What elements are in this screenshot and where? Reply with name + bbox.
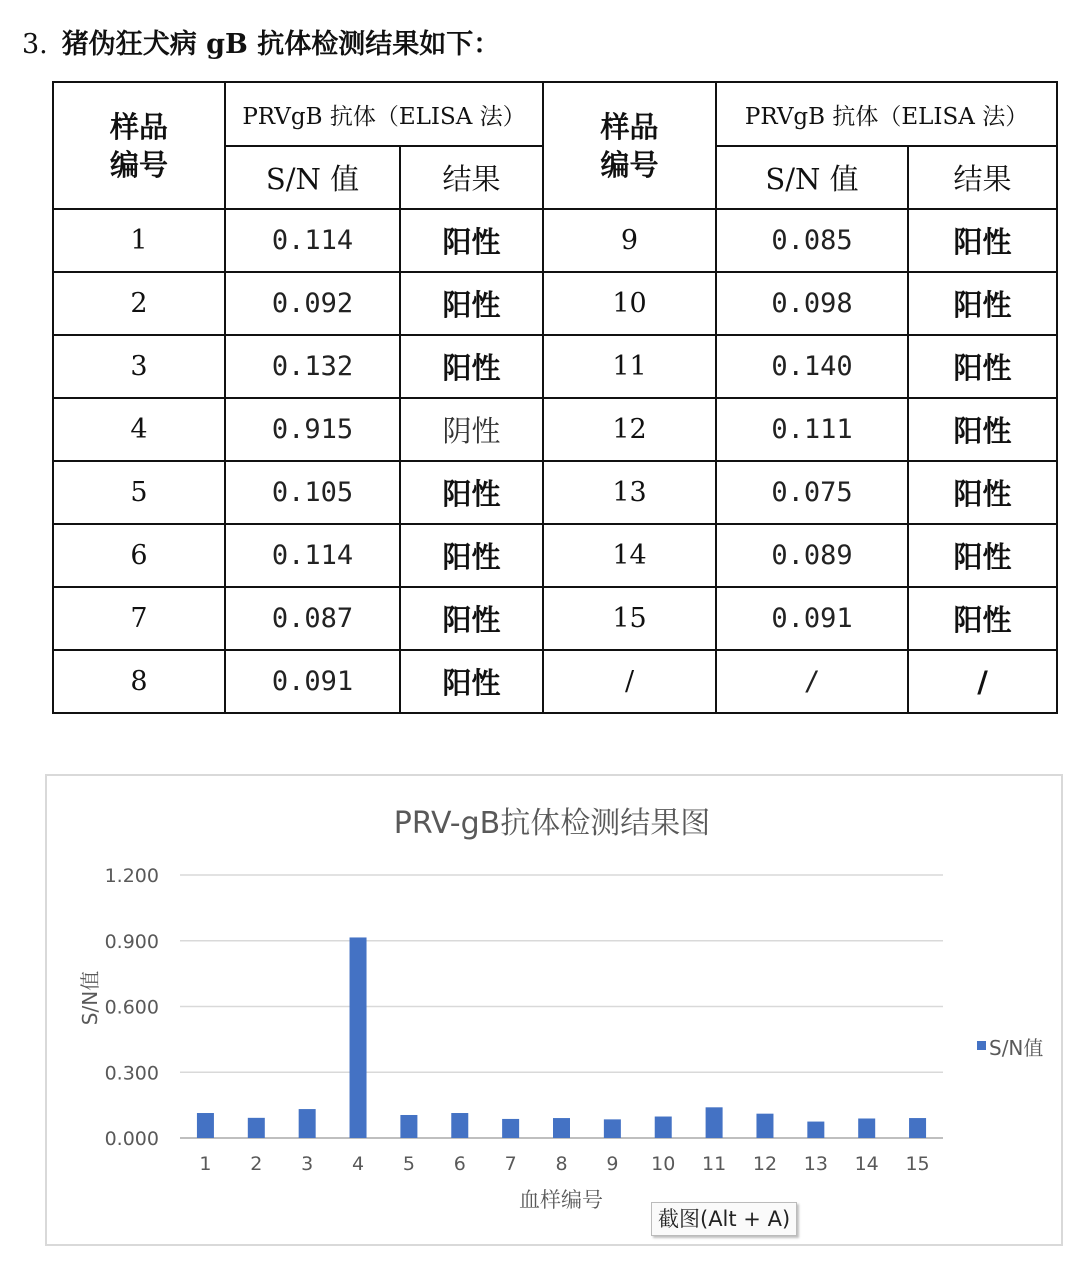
sn-value-cell: 0.140 — [716, 335, 908, 398]
table-row — [53, 335, 1057, 398]
legend-swatch — [977, 1041, 986, 1050]
x-tick-label: 13 — [803, 1153, 828, 1175]
table-row — [53, 524, 1057, 587]
y-tick-label: 0.900 — [104, 930, 159, 953]
bar-chart — [47, 776, 1061, 1244]
sample-id-cell: 11 — [543, 335, 716, 398]
sn-value-cell: 0.085 — [716, 209, 908, 272]
bar — [400, 1115, 417, 1138]
x-axis-label: 血样编号 — [519, 1188, 603, 1212]
result-cell: 阳性 — [908, 524, 1057, 587]
bar — [756, 1114, 773, 1138]
sample-id-cell: 8 — [53, 650, 225, 713]
sample-id-cell: 6 — [53, 524, 225, 587]
sn-value-cell: 0.092 — [225, 272, 400, 335]
sample-id-cell: 12 — [543, 398, 716, 461]
x-tick-label: 4 — [351, 1153, 365, 1175]
sample-id-cell: 3 — [53, 335, 225, 398]
sn-value-cell: 0.111 — [716, 398, 908, 461]
sn-value-cell: 0.114 — [225, 524, 400, 587]
result-cell: 阴性 — [400, 398, 543, 461]
x-tick-label: 9 — [606, 1153, 619, 1175]
sn-header-right: S/N 值 — [716, 146, 908, 209]
x-tick-label: 11 — [702, 1153, 727, 1175]
sample-id-cell: 9 — [543, 209, 716, 272]
sn-value-cell: 0.132 — [225, 335, 400, 398]
sample-id-header-label: 样品 编号 — [109, 109, 168, 182]
sample-id-cell: 7 — [53, 587, 225, 650]
x-tick-label: 6 — [453, 1153, 466, 1175]
section-number: 3. — [22, 29, 48, 60]
x-tick-label: 14 — [854, 1153, 879, 1175]
sample-id-cell: 10 — [543, 272, 716, 335]
sample-id-cell: 15 — [543, 587, 716, 650]
bar — [858, 1118, 875, 1138]
sn-value-cell: 0.075 — [716, 461, 908, 524]
chart-container — [45, 774, 1063, 1246]
sample-id-cell: 1 — [53, 209, 225, 272]
bar — [248, 1118, 265, 1138]
sn-value-cell: 0.087 — [225, 587, 400, 650]
bar — [350, 937, 367, 1138]
results-table — [52, 81, 1058, 714]
table-row — [53, 461, 1057, 524]
result-cell: 阳性 — [908, 587, 1057, 650]
result-cell: 阳性 — [400, 587, 543, 650]
bar — [604, 1119, 621, 1138]
x-tick-label: 1 — [199, 1153, 212, 1175]
bar — [451, 1113, 468, 1138]
sample-id-header-label: 样品 编号 — [600, 109, 659, 182]
legend-label: S/N值 — [989, 1036, 1044, 1060]
table-row — [53, 587, 1057, 650]
x-tick-label: 15 — [905, 1153, 930, 1175]
result-cell: 阳性 — [400, 461, 543, 524]
sn-value-cell: 0.915 — [225, 398, 400, 461]
result-cell: 阳性 — [908, 398, 1057, 461]
x-tick-label: 10 — [651, 1153, 676, 1175]
sn-header-left: S/N 值 — [225, 146, 400, 209]
y-axis-label: S/N值 — [78, 970, 102, 1026]
result-header-left: 结果 — [400, 146, 543, 209]
y-tick-label: 0.000 — [104, 1128, 159, 1150]
table-row — [53, 650, 1057, 713]
result-header-right: 结果 — [908, 146, 1057, 209]
table-header-row — [53, 82, 1057, 146]
x-tick-label: 3 — [301, 1153, 314, 1175]
result-cell: 阳性 — [400, 335, 543, 398]
section-title: 猪伪狂犬病 gB 抗体检测结果如下： — [61, 29, 501, 60]
table-row — [53, 398, 1057, 461]
y-tick-label: 1.200 — [104, 865, 159, 887]
result-cell: 阳性 — [400, 650, 543, 713]
bar — [807, 1122, 824, 1138]
sn-value-cell: 0.105 — [225, 461, 400, 524]
sample-id-header-right — [543, 82, 716, 209]
result-cell: 阳性 — [400, 524, 543, 587]
x-tick-label: 8 — [555, 1153, 568, 1175]
sn-value-cell: 0.091 — [225, 650, 400, 713]
screenshot-button[interactable]: 截图(Alt + A) — [651, 1202, 797, 1236]
result-cell: 阳性 — [908, 209, 1057, 272]
chart-title: PRV-gB抗体检测结果图 — [393, 806, 711, 841]
bar — [553, 1118, 570, 1138]
x-tick-label: 7 — [504, 1153, 517, 1175]
result-cell: 阳性 — [908, 461, 1057, 524]
sn-value-cell: 0.114 — [225, 209, 400, 272]
x-tick-label: 2 — [250, 1153, 263, 1175]
sample-id-cell: / — [543, 650, 716, 713]
sample-id-cell: 4 — [53, 398, 225, 461]
sn-value-cell: 0.089 — [716, 524, 908, 587]
result-cell: / — [908, 650, 1057, 713]
bar — [299, 1109, 316, 1138]
result-cell: 阳性 — [400, 209, 543, 272]
bar — [655, 1117, 672, 1138]
result-cell: 阳性 — [908, 272, 1057, 335]
sn-value-cell: / — [716, 650, 908, 713]
y-tick-label: 0.300 — [104, 1062, 159, 1085]
sn-value-cell: 0.091 — [716, 587, 908, 650]
bar — [197, 1113, 214, 1138]
sample-id-header-left — [53, 82, 225, 209]
sample-id-cell: 5 — [53, 461, 225, 524]
sample-id-cell: 2 — [53, 272, 225, 335]
sn-value-cell: 0.098 — [716, 272, 908, 335]
sample-id-cell: 14 — [543, 524, 716, 587]
sample-id-cell: 13 — [543, 461, 716, 524]
x-tick-label: 12 — [752, 1153, 778, 1175]
result-cell: 阳性 — [400, 272, 543, 335]
section-heading — [22, 22, 500, 61]
method-header-left: PRVgB 抗体（ELISA 法） — [225, 82, 543, 146]
x-tick-label: 5 — [402, 1153, 415, 1175]
result-cell: 阳性 — [908, 335, 1057, 398]
y-tick-label: 0.600 — [104, 996, 159, 1019]
table-row — [53, 209, 1057, 272]
bar — [502, 1119, 519, 1138]
bar — [909, 1118, 926, 1138]
bar — [706, 1107, 723, 1138]
table-row — [53, 272, 1057, 335]
method-header-right: PRVgB 抗体（ELISA 法） — [716, 82, 1057, 146]
